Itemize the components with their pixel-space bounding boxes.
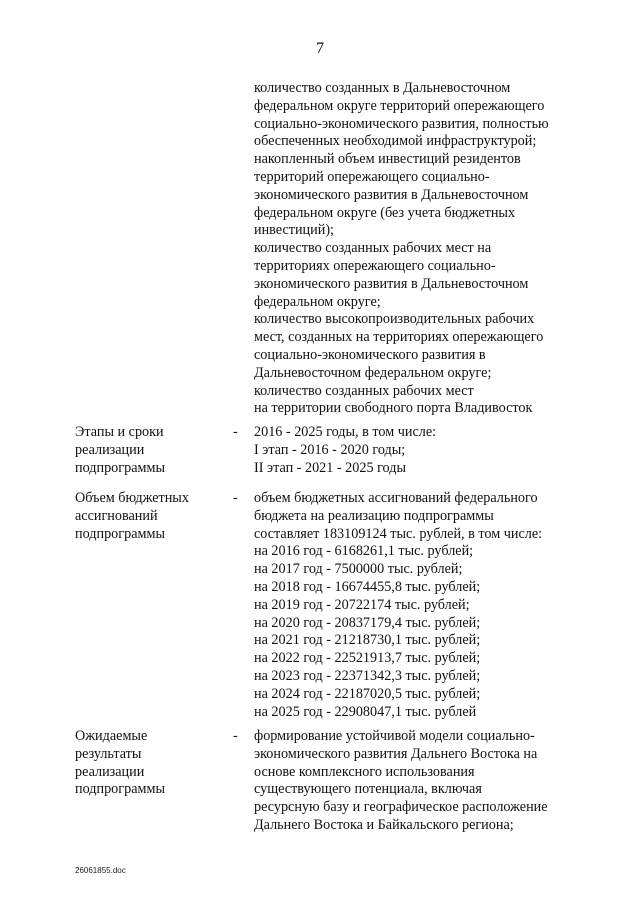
value-line: формирование устойчивой модели социально- <box>254 728 535 744</box>
value-line: на 2020 год - 20837179,4 тыс. рублей; <box>254 614 481 631</box>
text-line: экономического развития в Дальневосточном <box>254 186 529 203</box>
page-number: 7 <box>316 40 324 57</box>
row-label <box>75 424 225 477</box>
label-line: Этапы и сроки <box>75 424 164 440</box>
text-line: федеральном округе; <box>254 293 381 310</box>
value-line: основе комплексного использования <box>254 763 475 780</box>
text-line: на территории свободного порта Владивосток <box>254 400 533 417</box>
value-line: II этап - 2021 - 2025 годы <box>254 459 406 476</box>
value-line: на 2016 год - 6168261,1 тыс. рублей; <box>254 543 474 560</box>
text-line: количество высокопроизводительных рабочих <box>254 311 535 328</box>
text-line: федеральном округе территорий опережающего <box>254 97 545 114</box>
label-line: Ожидаемые <box>75 728 148 744</box>
text-line: количество созданных в Дальневосточном <box>254 80 511 96</box>
text-line: количество созданных рабочих мест <box>254 382 474 399</box>
value-line: 2016 - 2025 годы, в том числе: <box>254 424 437 440</box>
indicators-continuation <box>254 80 584 418</box>
row-label <box>75 490 225 543</box>
value-line: бюджета на реализацию подпрограммы <box>254 507 494 524</box>
value-line: на 2024 год - 22187020,5 тыс. рублей; <box>254 685 481 702</box>
value-line: составляет 183109124 тыс. рублей, в том числе: <box>254 525 543 542</box>
value-line: на 2025 год - 22908047,1 тыс. рублей <box>254 703 477 720</box>
text-line: инвестиций); <box>254 222 334 239</box>
value-line: объем бюджетных ассигнований федерального <box>254 490 538 506</box>
text-line: обеспеченных необходимой инфраструктурой; <box>254 133 537 150</box>
value-line: на 2023 год - 22371342,3 тыс. рублей; <box>254 667 481 684</box>
value-line: существующего потенциала, включая <box>254 781 482 798</box>
text-line: федеральном округе (без учета бюджетных <box>254 204 516 221</box>
label-line: реализации <box>75 763 145 780</box>
row-label <box>75 728 225 799</box>
row-dash: - <box>233 490 238 506</box>
value-line: на 2018 год - 16674455,8 тыс. рублей; <box>254 578 481 595</box>
text-line: Дальневосточном федеральном округе; <box>254 364 492 381</box>
row-values <box>254 490 594 721</box>
label-line: реализации <box>75 441 145 458</box>
row-values <box>254 728 594 835</box>
value-line: экономического развития Дальнего Востока на <box>254 745 538 762</box>
text-line: социально-экономического развития, полностью <box>254 115 549 132</box>
label-line: подпрограммы <box>75 781 165 798</box>
value-line: I этап - 2016 - 2020 годы; <box>254 441 406 458</box>
label-line: подпрограммы <box>75 459 165 476</box>
document-filename: 26061855.doc <box>75 866 126 875</box>
row-dash: - <box>233 424 238 440</box>
text-line: мест, созданных на территориях опережающего <box>254 329 544 346</box>
value-line: ресурсную базу и географическое расположение <box>254 799 548 816</box>
text-line: экономического развития в Дальневосточном <box>254 275 529 292</box>
value-line: на 2022 год - 22521913,7 тыс. рублей; <box>254 650 481 667</box>
text-line: накопленный объем инвестиций резидентов <box>254 151 521 168</box>
label-line: ассигнований <box>75 507 158 524</box>
value-line: Дальнего Востока и Байкальского региона; <box>254 816 514 833</box>
label-line: Объем бюджетных <box>75 490 189 506</box>
text-line: территорий опережающего социально- <box>254 168 490 185</box>
text-line: территориях опережающего социально- <box>254 257 496 274</box>
text-line: количество созданных рабочих мест на <box>254 240 492 257</box>
row-values <box>254 424 594 477</box>
text-line: социально-экономического развития в <box>254 346 486 363</box>
row-dash: - <box>233 728 238 744</box>
label-line: подпрограммы <box>75 525 165 542</box>
value-line: на 2017 год - 7500000 тыс. рублей; <box>254 561 463 578</box>
label-line: результаты <box>75 745 142 762</box>
value-line: на 2019 год - 20722174 тыс. рублей; <box>254 596 470 613</box>
value-line: на 2021 год - 21218730,1 тыс. рублей; <box>254 632 481 649</box>
